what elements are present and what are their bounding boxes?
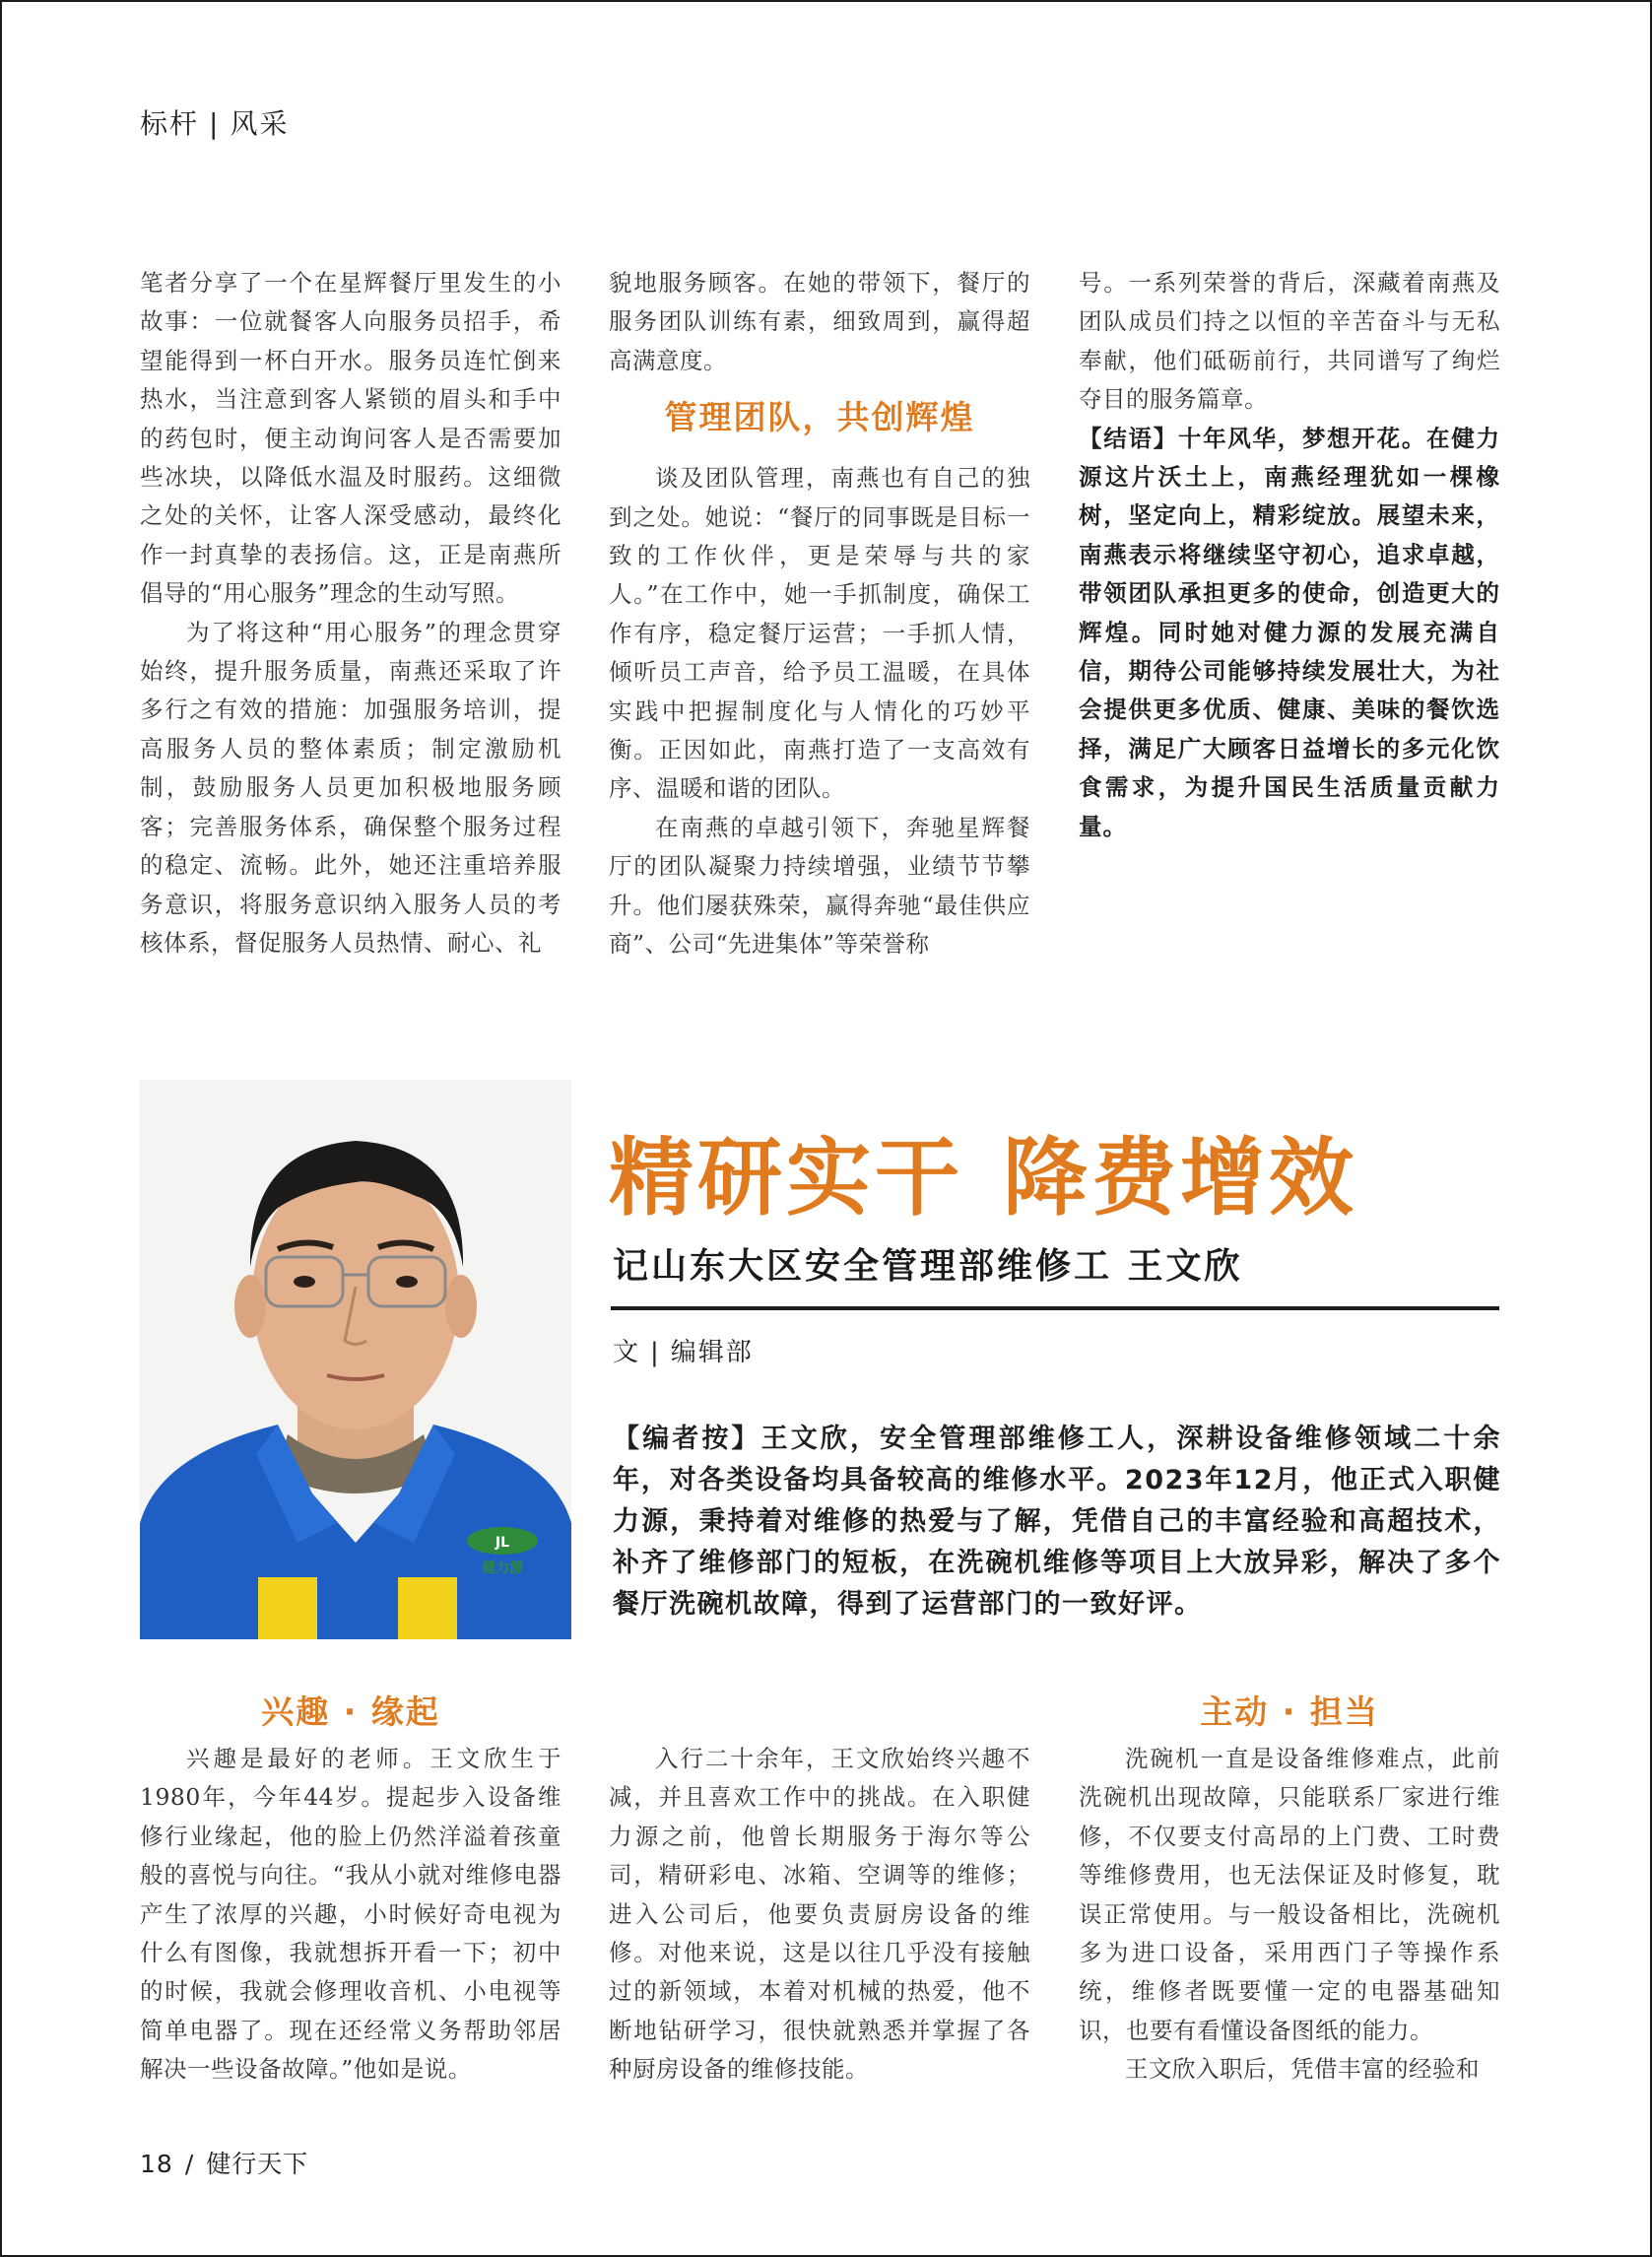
section-heading-team: 管理团队，共创辉煌 — [664, 398, 975, 437]
paragraph: 谈及团队管理，南燕也有自己的独到之处。她说：“餐厅的同事既是目标一致的工作伙伴，更是荣辱与共的家人。”在工作中，她一手抓制度，确保工作有序，稳定餐厅运营；一手抓人情，倾听员工声音，给予员工温暖，在具体实践中把握制度化与人情化的巧妙平衡。正因如此，南燕打造了一支高效有序、温暖和谐的团队。 — [609, 464, 1030, 803]
paragraph: 入行二十余年，王文欣始终兴趣不减，并且喜欢工作中的挑战。在入职健力源之前，他曾长期服务于海尔等公司，精研彩电、冰箱、空调等的维修；进入公司后，他要负责厨房设备的维修。对他来说，这是以往几乎没有接触过的新领域，本着对机械的热爱，他不断地钻研学习，很快就熟悉并掌握了各种厨房设备的维修技能。 — [609, 1745, 1030, 2084]
article-column-2 — [609, 1693, 1030, 2090]
paragraph: 兴趣是最好的老师。王文欣生于1980年，今年44岁。提起步入设备维修行业缘起，他的脸上仍然洋溢着孩童般的喜悦与向往。“我从小就对维修电器产生了浓厚的兴趣，小时候好奇电视为什么有图像，我就想拆开看一下；初中的时候，我就会修理收音机、小电视等简单电器了。现在还经常义务帮助邻居解决一些设备故障。”他如是说。 — [140, 1745, 562, 2084]
paragraph: 貌地服务顾客。在她的带领下，餐厅的服务团队训练有素，细致周到，赢得超高满意度。 — [609, 269, 1030, 374]
section-heading-interest: 兴趣 · 缘起 — [261, 1693, 440, 1731]
section-separator: | — [209, 107, 221, 140]
portrait-illustration — [140, 1080, 571, 1639]
paragraph: 为了将这种“用心服务”的理念贯穿始终，提升服务质量，南燕还采取了许多行之有效的措施：加强服务培训，提高服务人员的整体素质；制定激励机制，鼓励服务人员更加积极地服务顾客；完善服务体系，确保整个服务过程的稳定、流畅。此外，她还注重培养服务意识，将服务意识纳入服务人员的考核体系，督促服务人员热情、耐心、礼 — [140, 618, 562, 957]
page-number: 18 — [140, 2150, 173, 2178]
headline-part-2: 降费增效 — [1003, 1128, 1357, 1228]
magazine-name: 健行天下 — [206, 2150, 309, 2178]
paragraph: 笔者分享了一个在星辉餐厅里发生的小故事：一位就餐客人向服务员招手，希望能得到一杯白开水。服务员连忙倒来热水，当注意到客人紧锁的眉头和手中的药包时，便主动询问客人是否需要加些冰块，以降低水温及时服药。这细微之处的关怀，让客人深受感动，最终化作一封真挚的表扬信。这，正是南燕所倡导的“用心服务”理念的生动写照。 — [140, 269, 562, 608]
prev-article-column-3 — [1079, 264, 1500, 846]
byline-author: 编辑部 — [670, 1338, 754, 1367]
editor-note: 【编者按】王文欣，安全管理部维修工人，深耕设备维修领域二十余年，对各类设备均具备较高的维修水平。2023年12月，他正式入职健力源，秉持着对维修的热爱与了解，凭借自己的丰富经验和高超技术，补齐了维修部门的短板，在洗碗机维修等项目上大放异彩，解决了多个餐厅洗碗机故障，得到了运营部门的一致好评。 — [613, 1424, 1501, 1620]
uniform-logo-mark: JL — [495, 1535, 510, 1551]
paragraph: 洗碗机一直是设备维修难点，此前洗碗机出现故障，只能联系厂家进行维修，不仅要支付高昂的上门费、工时费等维修费用，也无法保证及时修复，耽误正常使用。与一般设备相比，洗碗机多为进口设备，采用西门子等操作系统，维修者既要懂一定的电器基础知识，也要有看懂设备图纸的能力。 — [1079, 1745, 1500, 2044]
article-column-1 — [140, 1693, 562, 2090]
article-byline — [613, 1335, 754, 1370]
title-divider — [611, 1306, 1499, 1310]
prev-article-column-1 — [140, 264, 562, 963]
byline-label: 文 — [613, 1338, 641, 1367]
headline-part-1: 精研实干 — [609, 1128, 963, 1228]
subsection-label: 风采 — [230, 107, 290, 140]
prev-article-column-2 — [609, 264, 1030, 964]
article-subheadline: 记山东大区安全管理部维修工 王文欣 — [613, 1246, 1243, 1287]
byline-separator: | — [650, 1338, 661, 1367]
article-column-3 — [1079, 1693, 1500, 2090]
footer-separator: / — [184, 2150, 195, 2178]
paragraph: 在南燕的卓越引领下，奔驰星辉餐厅的团队凝聚力持续增强，业绩节节攀升。他们屡获殊荣，赢得奔驰“最佳供应商”、公司“先进集体”等荣誉称 — [609, 813, 1030, 959]
paragraph: 王文欣入职后，凭借丰富的经验和 — [1125, 2055, 1480, 2084]
article-headline — [609, 1129, 1357, 1228]
uniform-logo-text: 健力源 — [482, 1560, 523, 1576]
paragraph: 号。一系列荣誉的背后，深藏着南燕及团队成员们持之以恒的辛苦奋斗与无私奉献，他们砥砺前行，共同谱写了绚烂夺目的服务篇章。 — [1079, 269, 1500, 414]
page-footer — [140, 2148, 308, 2181]
section-label: 标杆 — [140, 107, 200, 140]
conclusion-paragraph: 【结语】十年风华，梦想开花。在健力源这片沃土上，南燕经理犹如一棵橡树，坚定向上，精彩绽放。展望未来，南燕表示将继续坚守初心，追求卓越，带领团队承担更多的使命，创造更大的辉煌。同时她对健力源的发展充满自信，期待公司能够持续发展壮大，为社会提供更多优质、健康、美味的餐饮选择，满足广大顾客日益增长的多元化饮食需求，为提升国民生活质量贡献力量。 — [1079, 424, 1500, 840]
portrait-photo — [140, 1080, 571, 1639]
section-header — [140, 106, 289, 142]
section-heading-initiative: 主动 · 担当 — [1200, 1693, 1379, 1731]
